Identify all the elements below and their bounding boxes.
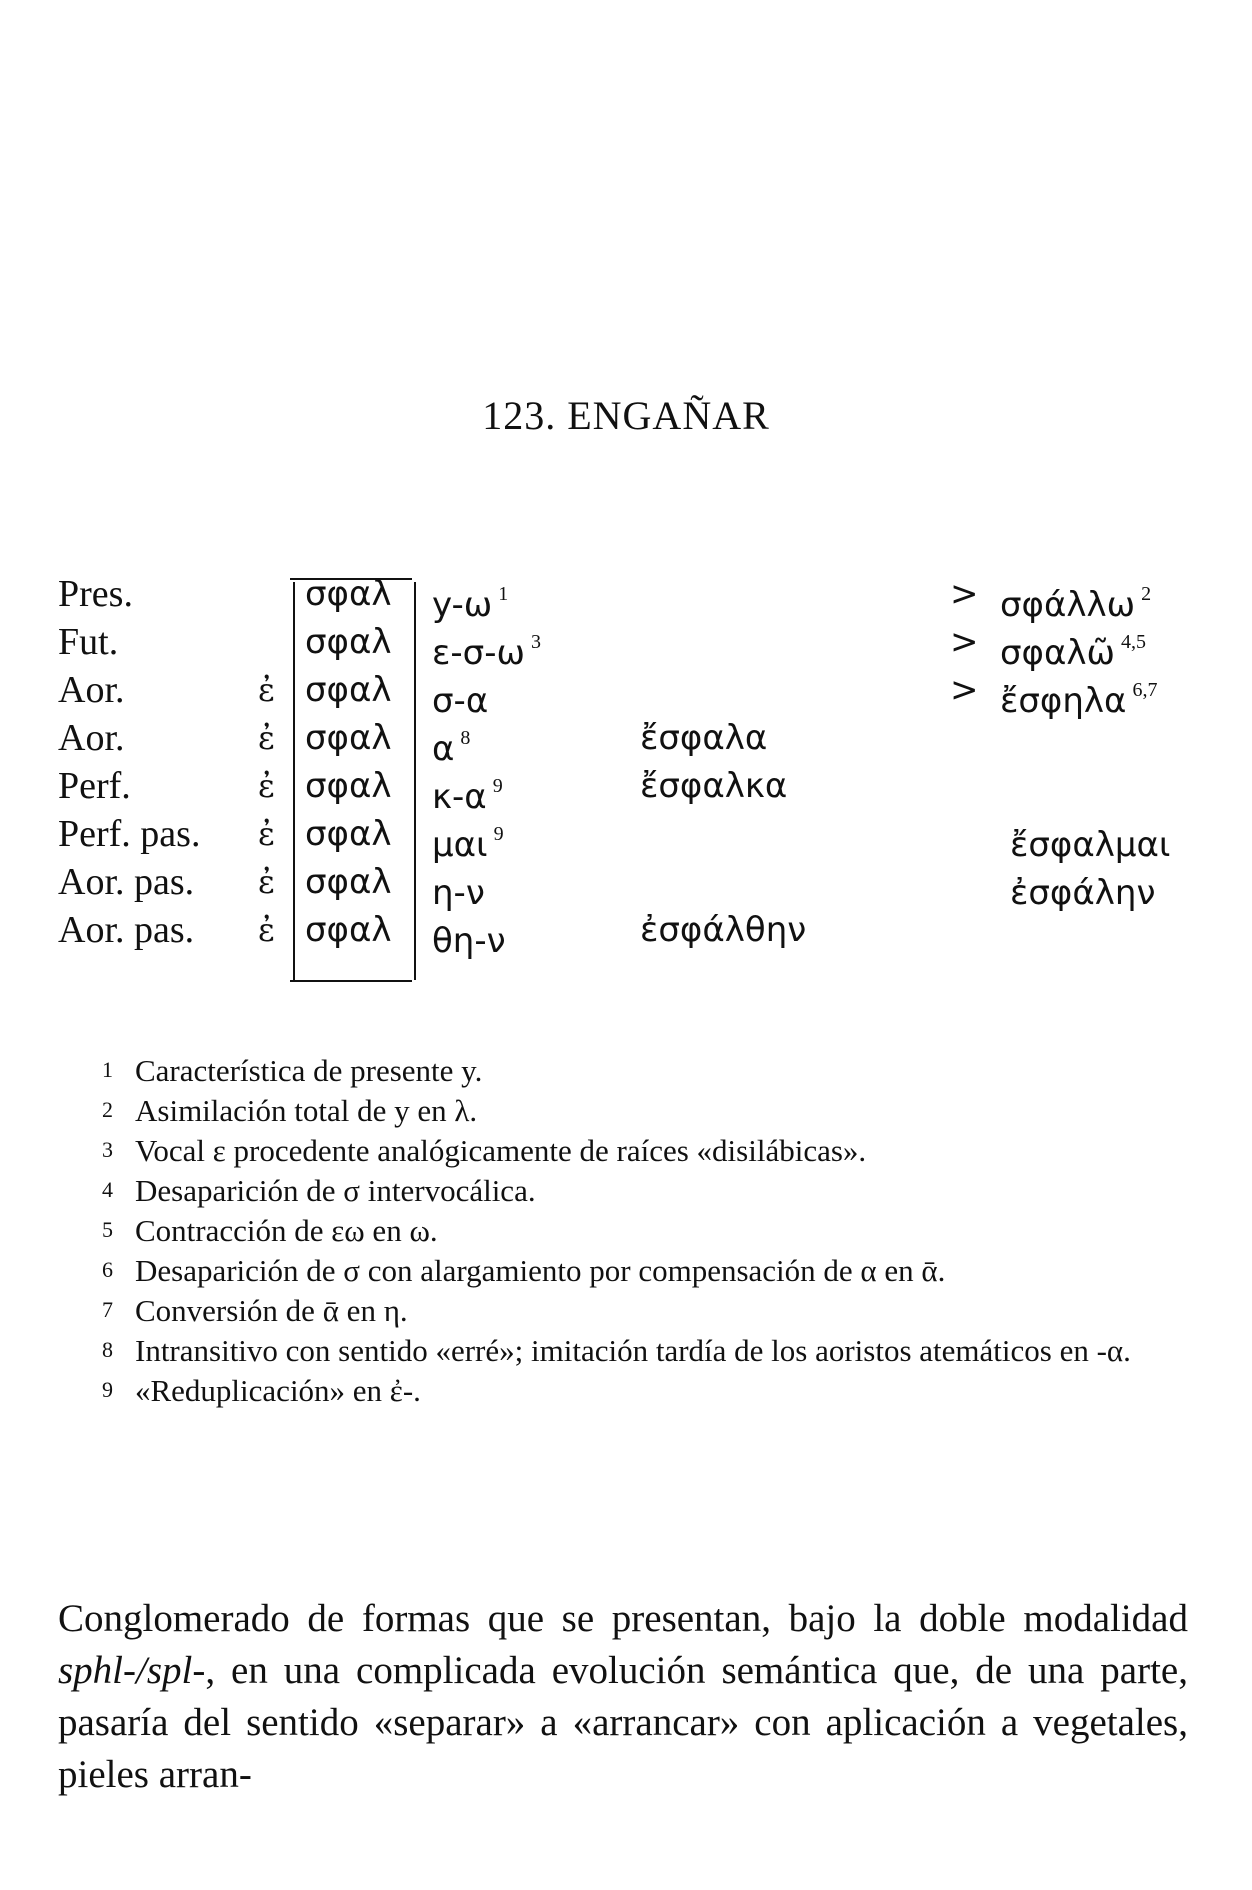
footnote-number: 4 [102, 1177, 113, 1202]
footnote-number: 9 [102, 1377, 113, 1402]
footnote [0, 1170, 1252, 1210]
footnote-text: Desaparición de σ con alargamiento por compensación de α en ᾱ. [135, 1253, 946, 1288]
body-intro: Conglomerado de formas que se presentan, bajo la doble modalidad [58, 1597, 1188, 1640]
suffix: κ-α $^9$ [432, 775, 503, 817]
arrow: > [950, 622, 979, 662]
footnote-number: 1 [102, 1057, 113, 1082]
root: σφαλ [305, 862, 392, 902]
footnote-number: 7 [102, 1297, 113, 1322]
augment: ἐ [258, 671, 276, 709]
suffix: y-ω $^1$ [432, 583, 509, 625]
tense-label: Aor. pas. [58, 861, 195, 903]
footnote-ref: 3 [530, 631, 541, 653]
footnote [0, 1130, 1252, 1170]
body-paragraph [58, 1593, 1188, 1801]
tense-label: Perf. [58, 765, 131, 807]
footnote [0, 1250, 1252, 1290]
root: σφαλ [305, 622, 392, 662]
footnote-ref: 9 [493, 823, 504, 845]
footnote-text: Conversión de ᾱ en η. [135, 1293, 408, 1328]
footnote-ref: 9 [492, 775, 503, 797]
root: σφαλ [305, 766, 392, 806]
augment: ἐ [258, 863, 276, 901]
augment: ἐ [258, 815, 276, 853]
footnote-text: Desaparición de σ intervocálica. [135, 1173, 536, 1208]
table-row [0, 618, 1252, 673]
result-form: ἐσφάλθην [640, 910, 807, 950]
suffix: η-ν [432, 873, 485, 913]
augment: ἐ [258, 719, 276, 757]
final-form: ἐσφάλην [1010, 873, 1156, 913]
root-box-bottom-rule [290, 980, 412, 982]
body-forms: sphl-/spl- [58, 1649, 206, 1692]
final-form [1000, 906, 1006, 965]
final-form: σφάλλω $^2$ [1000, 583, 1152, 625]
body-rest: , en una complicada evolución semántica que, de una parte, pasaría del sentido «separar» a «arrancar» con aplicación a vegetales, pieles arran- [58, 1649, 1188, 1796]
footnotes [0, 1050, 1252, 1410]
footnote-number: 2 [102, 1097, 113, 1122]
root: σφαλ [305, 574, 392, 614]
footnote-text: Vocal ε procedente analógicamente de raíces «disilábicas». [135, 1133, 867, 1168]
augment: ἐ [258, 767, 276, 805]
tense-label: Aor. pas. [58, 909, 195, 951]
tense-label: Aor. [58, 717, 125, 759]
final-form: ἔσφηλα $^{6,7}$ [1000, 679, 1158, 721]
suffix: θη-ν [432, 921, 506, 961]
result-form: ἔσφαλκα [640, 766, 788, 806]
footnote [0, 1050, 1252, 1090]
footnote [0, 1090, 1252, 1130]
suffix: μαι $^9$ [432, 823, 504, 865]
root: σφαλ [305, 910, 392, 950]
footnote [0, 1290, 1252, 1330]
footnote-text: Contracción de εω en ω. [135, 1213, 438, 1248]
table-row [0, 714, 1252, 769]
suffix: ε-σ-ω $^3$ [432, 631, 541, 673]
result-form: ἔσφαλα [640, 718, 768, 758]
tense-label: Aor. [58, 669, 125, 711]
footnote [0, 1330, 1252, 1370]
footnote-ref: 6,7 [1132, 679, 1158, 701]
table-row [0, 762, 1252, 817]
table-row [0, 858, 1252, 913]
root: σφαλ [305, 670, 392, 710]
footnote-number: 8 [102, 1337, 113, 1362]
arrow: > [950, 670, 979, 710]
table-row [0, 810, 1252, 865]
final-form: σφαλῶ $^{4,5}$ [1000, 631, 1146, 673]
suffix: σ-α [432, 681, 489, 721]
footnote-text: Intransitivo con sentido «erré»; imitación tardía de los aoristos atemáticos en -α. [135, 1333, 1131, 1368]
footnote [0, 1210, 1252, 1250]
footnote-number: 6 [102, 1257, 113, 1282]
arrow: > [950, 574, 979, 614]
augment: ἐ [258, 911, 276, 949]
footnote-ref: 4,5 [1120, 631, 1146, 653]
page-title: 123. ENGAÑAR [482, 393, 770, 438]
final-form: ἔσφαλμαι [1010, 825, 1171, 865]
footnote-number: 3 [102, 1137, 113, 1162]
table-row [0, 570, 1252, 625]
tense-label: Pres. [58, 573, 133, 615]
footnote [0, 1370, 1252, 1410]
conjugation-table [0, 570, 1252, 990]
root: σφαλ [305, 814, 392, 854]
table-row [0, 906, 1252, 961]
table-row [0, 666, 1252, 721]
suffix: α $^8$ [432, 727, 471, 769]
footnote-ref: 1 [498, 583, 509, 605]
footnote-text: «Reduplicación» en ἐ-. [135, 1373, 421, 1408]
footnote-text: Característica de presente y. [135, 1053, 483, 1088]
footnote-number: 5 [102, 1217, 113, 1242]
footnote-ref: 8 [460, 727, 471, 749]
footnote-text: Asimilación total de y en λ. [135, 1093, 478, 1128]
tense-label: Perf. pas. [58, 813, 201, 855]
root: σφαλ [305, 718, 392, 758]
footnote-ref: 2 [1141, 583, 1152, 605]
tense-label: Fut. [58, 621, 119, 663]
